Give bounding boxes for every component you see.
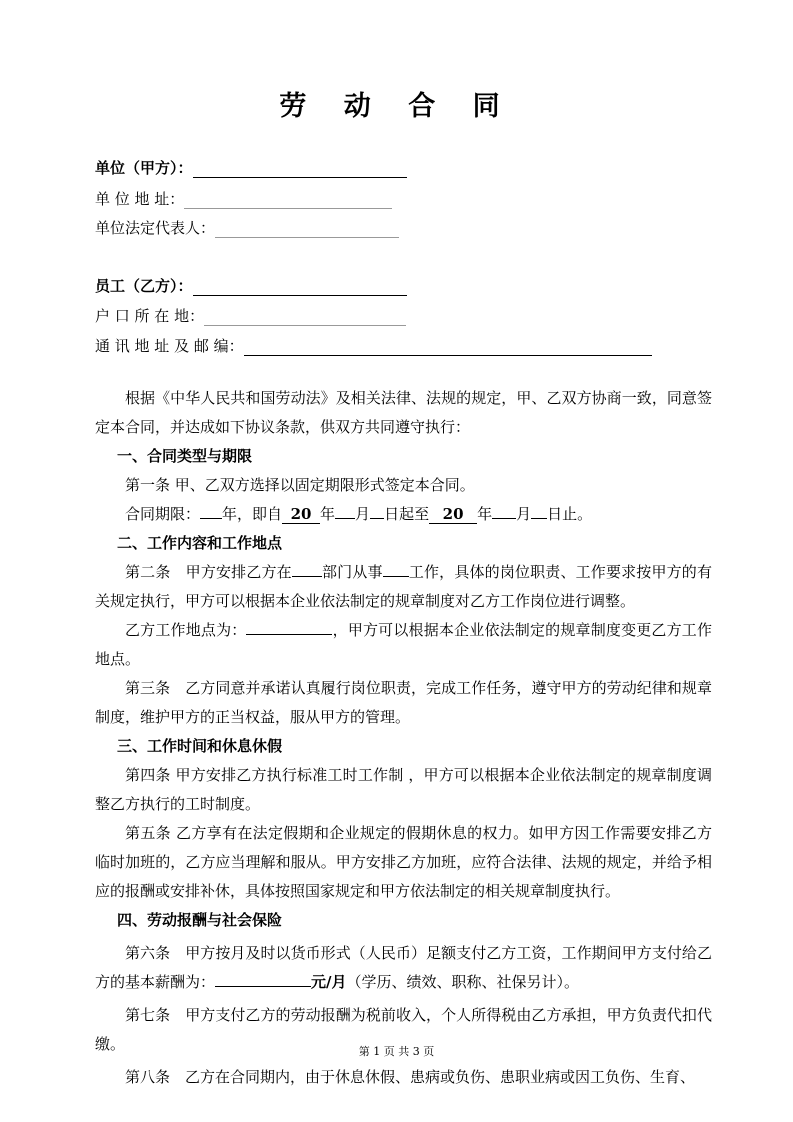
section-4-heading: 四、劳动报酬与社会保险 (117, 911, 283, 929)
start-year-unit: 年 (320, 505, 336, 523)
party-b-contact-row (95, 335, 652, 356)
party-a-address-label: 单 位 地 址： (95, 190, 185, 208)
workplace-field[interactable] (246, 634, 332, 635)
start-day-unit: 日起至 (384, 505, 430, 523)
article-2-part-a: 第二条 甲方安排乙方在 (125, 563, 292, 581)
party-b-employee-label: 员工（乙方）： (95, 277, 193, 295)
term-years-field[interactable] (200, 518, 222, 519)
department-field[interactable] (292, 576, 322, 577)
article-3: 第三条 乙方同意并承诺认真履行岗位职责，完成工作任务，遵守甲方的劳动纪律和规章制度，维护甲方的正当权益，服从甲方的管理。 (95, 679, 712, 726)
start-day-field[interactable] (370, 518, 384, 519)
party-a-address-field[interactable] (184, 193, 392, 209)
workplace-part-a: 乙方工作地点为： (125, 621, 247, 639)
start-month-unit: 月 (355, 505, 371, 523)
base-salary-field[interactable] (215, 986, 311, 987)
term-year-unit: 年，即自 (222, 505, 283, 523)
article-1: 第一条 甲、乙双方选择以固定期限形式签定本合同。 (125, 476, 475, 494)
section-1-heading: 一、合同类型与期限 (117, 447, 253, 465)
party-b-contact-field[interactable] (244, 340, 652, 356)
party-a-rep-label: 单位法定代表人： (95, 219, 216, 237)
party-a-rep-field[interactable] (215, 222, 399, 238)
end-year-unit: 年 (477, 505, 493, 523)
party-b-employee-row (95, 275, 407, 296)
article-8: 第八条 乙方在合同期内，由于休息休假、患病或负伤、患职业病或因工负伤、生育、 (125, 1068, 696, 1086)
intro-paragraph: 根据《中华人民共和国劳动法》及相关法律、法规的规定，甲、乙双方协商一致，同意签定本合同，并达成如下协议条款，供双方共同遵守执行： (95, 389, 712, 436)
party-b-hukou-label: 户 口 所 在 地： (95, 307, 205, 325)
contract-body (95, 384, 712, 1092)
article-6 (95, 939, 712, 997)
workplace-part-b: ，甲方可以根据本企业依法制定的规章制度变更乙方工作地点。 (95, 621, 712, 668)
start-month-field[interactable] (335, 518, 355, 519)
end-day-field[interactable] (531, 518, 547, 519)
party-b-hukou-row (95, 305, 406, 326)
section-2-heading: 二、工作内容和工作地点 (117, 534, 283, 552)
article-7: 第七条 甲方支付乙方的劳动报酬为税前收入，个人所得税由乙方承担，甲方负责代扣代缴。 (95, 1006, 712, 1053)
document-title: 劳 动 合 同 (279, 91, 514, 122)
article-6-part-a: 第六条 甲方按月及时以货币形式（人民币）足额支付乙方工资，工作期间甲方支付给乙方的基本薪酬为： (95, 944, 712, 991)
article-2-part-c: 工作，具体的岗位职责、工作要求按甲方的有关规定执行，甲方可以根据本企业依法制定的规章制度对乙方工作岗位进行调整。 (95, 563, 712, 610)
party-a-unit-field[interactable] (193, 162, 407, 178)
party-b-hukou-field[interactable] (204, 310, 406, 326)
article-2 (95, 558, 712, 616)
salary-unit: 元/月 (311, 973, 347, 991)
end-year-field[interactable]: 20 (429, 505, 477, 524)
party-b-employee-field[interactable] (193, 280, 407, 296)
end-month-field[interactable] (492, 518, 516, 519)
party-a-unit-row (95, 157, 407, 178)
party-a-address-row (95, 188, 392, 209)
workplace-paragraph (95, 616, 712, 674)
page-footer: 第 1 页 共 3 页 (358, 1045, 435, 1058)
start-year-field[interactable]: 20 (282, 505, 320, 524)
article-6-part-b: （学历、绩效、职称、社保另计）。 (346, 973, 580, 991)
section-3-heading: 三、工作时间和休息休假 (117, 737, 283, 755)
party-b-contact-label: 通 讯 地 址 及 邮 编： (95, 337, 244, 355)
party-a-rep-row (95, 217, 399, 238)
article-2-part-b: 部门从事 (321, 563, 383, 581)
end-day-unit: 日止。 (547, 505, 593, 523)
party-a-unit-label: 单位（甲方）： (95, 159, 193, 177)
article-5: 第五条 乙方享有在法定假期和企业规定的假期休息的权力。如甲方因工作需要安排乙方临时加班的，乙方应当理解和服从。甲方安排乙方加班，应符合法律、法规的规定，并给予相应的报酬或安排补休，具体按照国家规定和甲方依法制定的相关规章制度执行。 (95, 824, 712, 900)
job-field[interactable] (383, 576, 409, 577)
article-4: 第四条 甲方安排乙方执行标准工时工作制 ，甲方可以根据本企业依法制定的规章制度调整乙方执行的工时制度。 (95, 766, 712, 813)
term-prefix: 合同期限： (125, 505, 201, 523)
end-month-unit: 月 (516, 505, 532, 523)
contract-term (95, 500, 712, 529)
